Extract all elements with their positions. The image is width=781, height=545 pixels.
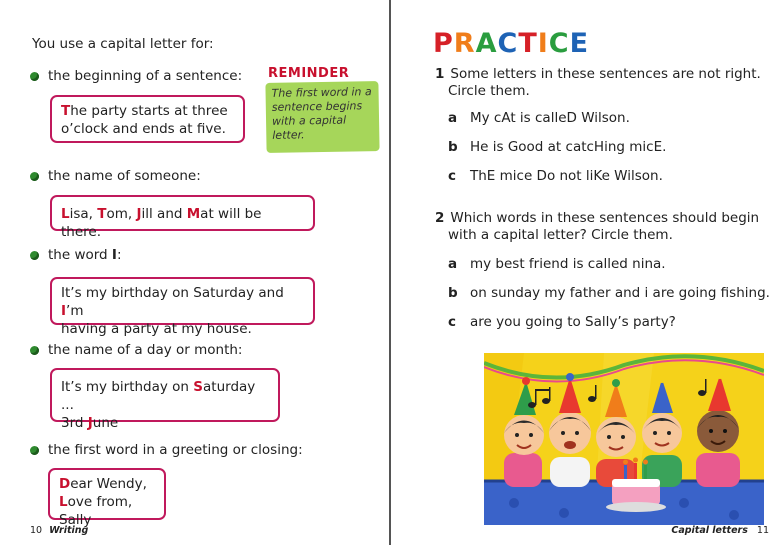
reminder-title: REMINDER (268, 66, 350, 81)
book-spine (389, 0, 391, 545)
example-text: isa, (69, 206, 98, 222)
example-line (61, 378, 269, 414)
example-box (48, 468, 166, 528)
example-text: aturday ... (61, 379, 256, 413)
rule-label: the first word in a greeting or closing: (48, 442, 303, 458)
question-line: with a capital letter? Circle them. (448, 227, 673, 243)
title-letter: P (433, 28, 454, 59)
example-text: ove from, Sally (59, 494, 133, 528)
question-line: Some letters in these sentences are not right. (450, 66, 761, 82)
label-part: : (116, 247, 122, 263)
section-name: Capital letters (671, 525, 748, 536)
title-letter: C (548, 28, 570, 59)
title-letter: I (537, 28, 549, 59)
section-name: Writing (49, 525, 89, 536)
rule-beginning-sentence (30, 68, 242, 84)
bullet-icon (30, 446, 39, 455)
rule-greeting-closing (30, 442, 303, 458)
rule-label: the beginning of a sentence: (48, 68, 243, 84)
item-text: on sunday my father and i are going fishing. (470, 285, 770, 301)
bullet-icon (30, 346, 39, 355)
title-letter: R (453, 28, 476, 59)
example-line (61, 102, 234, 120)
rule-word-i (30, 247, 122, 263)
example-text: o’clock and ends at five. (61, 121, 226, 137)
example-line (61, 120, 234, 138)
question-2 (435, 210, 765, 244)
example-box (50, 368, 280, 431)
example-box (50, 195, 315, 240)
label-part: I (111, 247, 117, 263)
example-line (61, 414, 269, 432)
capital-letter: S (193, 379, 204, 395)
example-text: une (92, 415, 119, 431)
example-text: ’m (66, 303, 84, 319)
question-number: 2 (435, 210, 445, 226)
intro-text: You use a capital letter for: (32, 36, 214, 52)
question-number: 1 (435, 66, 445, 82)
item-letter: a (448, 256, 458, 272)
example-box (50, 95, 245, 143)
capital-letter: J (136, 206, 142, 222)
example-box (50, 277, 315, 337)
example-text: ill and (141, 206, 187, 222)
capital-letter: D (59, 476, 71, 492)
rule-label: the name of someone: (48, 168, 201, 184)
item-letter: b (448, 139, 458, 155)
question-2-item-c (448, 314, 676, 330)
rule-label (48, 247, 122, 263)
question-1-item-c (448, 168, 663, 184)
question-1 (435, 66, 765, 100)
title-letter: E (569, 28, 590, 59)
title-letter: C (497, 28, 519, 59)
bullet-icon (30, 172, 39, 181)
example-text: having a party at my house. (61, 321, 252, 337)
capital-letter: J (87, 415, 93, 431)
bullet-icon (30, 72, 39, 81)
item-text: ThE mice Do not liKe Wilson. (470, 168, 663, 184)
item-text: are you going to Sally’s party? (470, 314, 676, 330)
title-letter: T (518, 28, 538, 59)
example-text: It’s my birthday on (61, 379, 194, 395)
capital-letter: L (61, 206, 70, 222)
question-2-item-a (448, 256, 666, 272)
practice-title (433, 28, 589, 59)
left-footer (30, 525, 88, 536)
rule-name-someone (30, 168, 201, 184)
page-number: 11 (756, 525, 769, 536)
bullet-icon (30, 251, 39, 260)
title-letter: A (475, 28, 498, 59)
question-line: Circle them. (448, 83, 530, 99)
item-letter: c (448, 168, 457, 184)
page-number: 10 (30, 525, 43, 536)
example-text: It’s my birthday on Saturday and (61, 285, 284, 301)
item-letter: c (448, 314, 457, 330)
question-text (435, 210, 765, 227)
question-2-item-b (448, 285, 770, 301)
capital-letter: I (61, 303, 67, 319)
question-1-item-b (448, 139, 666, 155)
reminder-note: The first word in a sentence begins with a capital letter. (265, 81, 379, 153)
question-text (435, 66, 765, 83)
item-text: My cAt is calleD Wilson. (470, 110, 630, 126)
label-part: the word (48, 247, 112, 263)
right-footer (671, 525, 769, 536)
example-line (59, 475, 155, 493)
question-line: Which words in these sentences should begin (450, 210, 760, 226)
question-1-item-a (448, 110, 630, 126)
example-text: 3rd (61, 415, 88, 431)
party-illustration (484, 353, 764, 525)
item-text: He is Good at catcHing micE. (470, 139, 667, 155)
item-text: my best friend is called nina. (470, 256, 666, 272)
example-line (61, 205, 304, 241)
capital-letter: T (61, 103, 71, 119)
item-letter: a (448, 110, 458, 126)
example-text: ear Wendy, (70, 476, 147, 492)
example-text: at will be there. (61, 206, 262, 240)
example-text: om, (106, 206, 137, 222)
capital-letter: M (186, 206, 201, 222)
rule-label: the name of a day or month: (48, 342, 243, 358)
example-line (61, 320, 304, 338)
capital-letter: T (97, 206, 107, 222)
example-line (61, 284, 304, 320)
example-text: he party starts at three (70, 103, 228, 119)
capital-letter: L (59, 494, 68, 510)
rule-day-month (30, 342, 242, 358)
item-letter: b (448, 285, 458, 301)
example-line (59, 493, 155, 529)
